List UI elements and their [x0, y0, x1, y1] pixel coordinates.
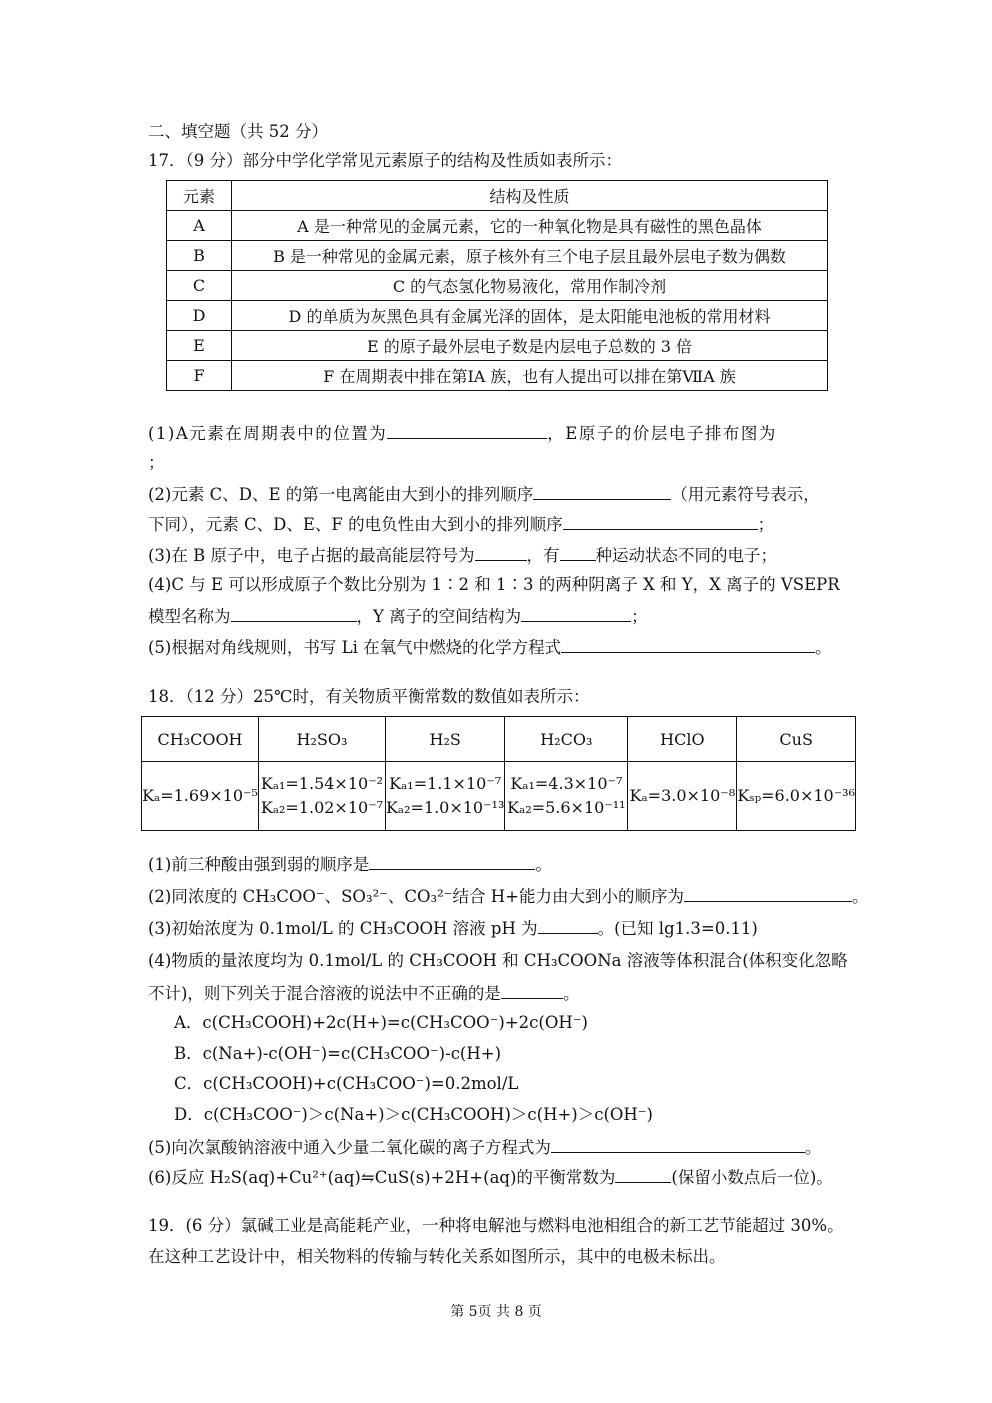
q18-option-d: D．c(CH₃COO⁻)＞c(Na+)＞c(CH₃COOH)＞c(H+)＞c(OH⁻): [174, 1105, 653, 1124]
table-header-cell: 元素: [167, 181, 232, 211]
table-header-cell: 结构及性质: [232, 181, 828, 211]
table-header-cell: HClO: [628, 717, 737, 762]
table-cell-property: C 的气态氢化物易液化，常用作制冷剂: [232, 271, 828, 301]
q18-p3-text2: 。(已知 lg1.3=0.11): [597, 919, 758, 938]
q17-p2-text4: ；: [757, 515, 775, 534]
q18-constant-table: [141, 716, 856, 831]
q17-part1-end: ；: [148, 453, 165, 472]
table-cell-element: F: [167, 361, 232, 391]
q17-p3-text: (3)在 B 原子中，电子占据的最高能层符号为: [148, 546, 475, 565]
table-cell-property: E 的原子最外层电子数是内层电子总数的 3 倍: [232, 331, 828, 361]
q17-p1-text2: ，E原子的价层电子排布图为: [547, 424, 777, 443]
table-row: [167, 241, 828, 271]
constant-value: Kₐ₂=5.6×10⁻¹¹: [507, 798, 626, 817]
q18-option-c: C．c(CH₃COOH)+c(CH₃COO⁻)=0.2mol/L: [174, 1074, 519, 1093]
section-title: 二、填空题（共 52 分）: [148, 122, 328, 141]
q17-part4b: [148, 605, 648, 628]
q18-part6: [148, 1166, 833, 1189]
q17-part2: [148, 483, 820, 506]
q17-p1-text: (1)A元素在周期表中的位置为: [148, 424, 388, 443]
table-header-cell: H₂CO₃: [505, 717, 628, 762]
q17-p5-text2: 。: [815, 638, 832, 657]
table-cell: [737, 762, 856, 831]
q17-part1: [148, 422, 777, 445]
table-row: [167, 271, 828, 301]
table-cell-element: B: [167, 241, 232, 271]
constant-value: Kₐ=1.69×10⁻⁵: [142, 786, 258, 805]
answer-blank[interactable]: [561, 636, 815, 653]
page-footer: 第 5页 共 8 页: [450, 1304, 542, 1320]
table-cell: [385, 762, 504, 831]
q18-part5: [148, 1136, 821, 1159]
q17-p4-text: 模型名称为: [148, 607, 231, 626]
table-cell-element: E: [167, 331, 232, 361]
table-row: [167, 331, 828, 361]
table-cell: [505, 762, 628, 831]
q18-intro: 18．（12 分）25℃时，有关物质平衡常数的数值如表所示：: [148, 687, 590, 706]
table-cell-property: A 是一种常见的金属元素，它的一种氧化物是具有磁性的黑色晶体: [232, 211, 828, 241]
answer-blank[interactable]: [551, 1136, 805, 1153]
q18-part4b: [148, 982, 579, 1005]
q17-p4-text3: ；: [631, 607, 648, 626]
answer-blank[interactable]: [521, 605, 631, 622]
q18-p6-text2: (保留小数点后一位)。: [671, 1168, 833, 1187]
table-cell-element: C: [167, 271, 232, 301]
q17-intro: 17．（9 分）部分中学化学常见元素原子的结构及性质如表所示：: [148, 151, 622, 170]
table-cell-property: B 是一种常见的金属元素，原子核外有三个电子层且最外层电子数为偶数: [232, 241, 828, 271]
table-header-cell: H₂SO₃: [258, 717, 385, 762]
answer-blank[interactable]: [501, 982, 563, 999]
table-cell-element: D: [167, 301, 232, 331]
answer-blank[interactable]: [475, 544, 527, 561]
answer-blank[interactable]: [684, 885, 852, 902]
q18-p5-text2: 。: [804, 1138, 822, 1157]
q18-part3: [148, 917, 758, 940]
q18-p2-text2: 。: [851, 887, 869, 906]
q18-p1-text2: 。: [535, 855, 552, 874]
table-header-cell: H₂S: [385, 717, 504, 762]
q17-p2-text: (2)元素 C、D、E 的第一电离能由大到小的排列顺序: [148, 485, 534, 504]
q18-p4-text2: 。: [562, 984, 580, 1003]
table-row: [167, 211, 828, 241]
q17-p2-text2: （用元素符号表示，: [671, 485, 820, 504]
answer-blank[interactable]: [563, 513, 758, 530]
table-header-row: [142, 717, 856, 762]
q18-p1-text: (1)前三种酸由强到弱的顺序是: [148, 855, 370, 874]
q18-part4: (4)物质的量浓度均为 0.1mol/L 的 CH₃COOH 和 CH₃COONa 溶液等体积混合(体积变化忽略: [148, 951, 848, 970]
q17-p3-text3: 种运动状态不同的电子；: [595, 546, 777, 565]
q18-p6-text: (6)反应 H₂S(aq)+Cu²⁺(aq)⇋CuS(s)+2H+(aq)的平衡常数为: [148, 1168, 616, 1187]
table-cell: [142, 762, 259, 831]
answer-blank[interactable]: [560, 544, 596, 561]
constant-value: Kₐ₁=1.1×10⁻⁷: [389, 774, 502, 793]
q17-p4-text2: ，Y 离子的空间结构为: [356, 607, 522, 626]
q17-p5-text: (5)根据对角线规则，书写 Li 在氧气中燃烧的化学方程式: [148, 638, 562, 657]
q17-part4: (4)C 与 E 可以形成原子个数比分别为 1∶2 和 1∶3 的两种阴离子 X 和 Y，X 离子的 VSEPR: [148, 575, 840, 594]
answer-blank[interactable]: [387, 422, 547, 439]
q18-part2: [148, 885, 868, 908]
q18-p5-text: (5)向次氯酸钠溶液中通入少量二氧化碳的离子方程式为: [148, 1138, 551, 1157]
q18-p4-text: 不计)，则下列关于混合溶液的说法中不正确的是: [148, 984, 501, 1003]
table-cell: [628, 762, 737, 831]
q17-p2-text3: 下同），元素 C、D、E、F 的电负性由大到小的排列顺序: [148, 515, 563, 534]
q18-option-b: B．c(Na+)-c(OH⁻)=c(CH₃COO⁻)-c(H+): [174, 1044, 502, 1063]
table-cell-property: D 的单质为灰黑色具有金属光泽的固体，是太阳能电池板的常用材料: [232, 301, 828, 331]
constant-value: Kₐ₂=1.02×10⁻⁷: [260, 798, 384, 817]
q17-part2b: [148, 513, 774, 536]
q17-p3-text2: ，有: [526, 546, 560, 565]
answer-blank[interactable]: [538, 917, 598, 934]
answer-blank[interactable]: [231, 605, 357, 622]
table-row: [167, 361, 828, 391]
table-row: [142, 762, 856, 831]
q18-option-a: A．c(CH₃COOH)+2c(H+)=c(CH₃COO⁻)+2c(OH⁻): [174, 1013, 588, 1032]
table-cell-property: F 在周期表中排在第ⅠA 族，也有人提出可以排在第ⅦA 族: [232, 361, 828, 391]
table-header-cell: CH₃COOH: [142, 717, 259, 762]
answer-blank[interactable]: [533, 483, 671, 500]
table-cell-element: A: [167, 211, 232, 241]
constant-value: Kₛₚ=6.0×10⁻³⁶: [737, 786, 855, 805]
table-header-cell: CuS: [737, 717, 856, 762]
table-row: [167, 301, 828, 331]
q18-p2-text: (2)同浓度的 CH₃COO⁻、SO₃²⁻、CO₃²⁻结合 H+能力由大到小的顺序为: [148, 887, 684, 906]
constant-value: Kₐ₁=1.54×10⁻²: [260, 774, 384, 793]
constant-value: Kₐ₂=1.0×10⁻¹³: [385, 798, 505, 817]
q17-element-table: [166, 180, 828, 391]
table-header-row: [167, 181, 828, 211]
answer-blank[interactable]: [615, 1166, 671, 1183]
q18-part1: [148, 853, 552, 876]
q17-part5: [148, 636, 832, 659]
constant-value: Kₐ₁=4.3×10⁻⁷: [510, 774, 623, 793]
constant-value: Kₐ=3.0×10⁻⁸: [629, 786, 736, 805]
q19-line2: 在这种工艺设计中，相关物料的传输与转化关系如图所示，其中的电极未标出。: [148, 1247, 726, 1266]
q18-p3-text: (3)初始浓度为 0.1mol/L 的 CH₃COOH 溶液 pH 为: [148, 919, 538, 938]
answer-blank[interactable]: [369, 853, 535, 870]
q17-part3: [148, 544, 777, 567]
table-cell: [258, 762, 385, 831]
q19-line1: 19．(6 分）氯碱工业是高能耗产业，一种将电解池与燃料电池相组合的新工艺节能超过 30%。: [148, 1216, 844, 1235]
